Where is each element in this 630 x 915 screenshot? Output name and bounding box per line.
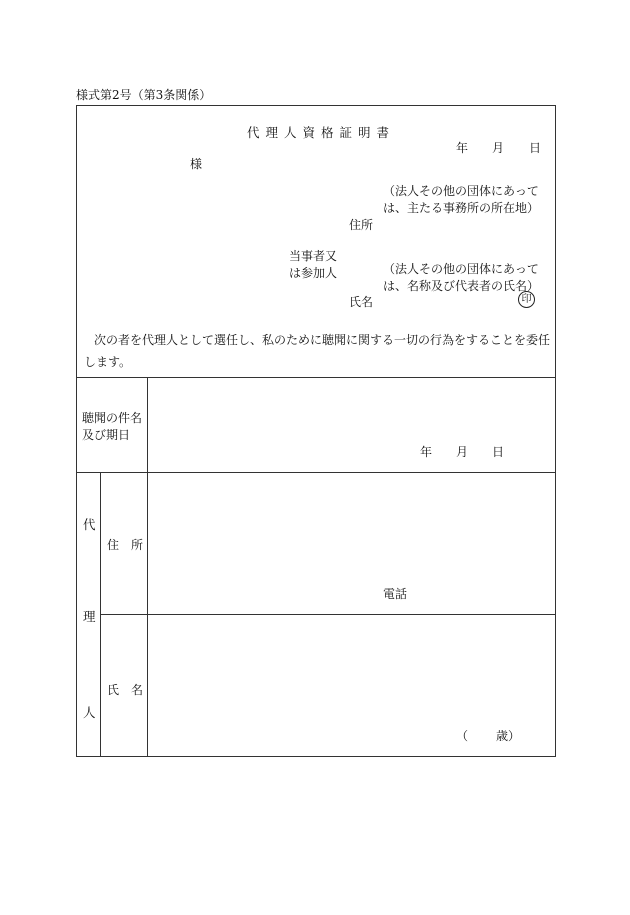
hearing-label-line-1: 聴聞の件名 <box>82 411 143 425</box>
agent-name-label: 氏 名 <box>107 683 144 697</box>
agent-phone-label: 電話 <box>383 587 408 601</box>
agent-address-label: 住 所 <box>107 538 144 552</box>
hearing-year: 年 <box>420 445 433 459</box>
divider-agent <box>100 614 556 615</box>
applicant-address-label: 住所 <box>349 218 374 232</box>
name-note-line-1: （法人その他の団体にあって <box>383 262 539 276</box>
date-month: 月 <box>492 141 505 155</box>
hearing-label-line-2: 及び期日 <box>82 428 131 442</box>
agent-side-char-2: 理 <box>83 609 96 624</box>
date-year: 年 <box>456 141 469 155</box>
party-label-line-2: は参加人 <box>289 266 338 280</box>
applicant-name-label: 氏名 <box>349 295 374 309</box>
address-note-line-2: は、主たる事務所の所在地） <box>383 201 540 215</box>
agent-side-divider <box>100 472 101 757</box>
agent-side-char-3: 人 <box>83 705 96 720</box>
divider-hearing <box>76 472 556 473</box>
seal-icon: 印 <box>518 291 535 308</box>
hearing-day: 日 <box>492 445 505 459</box>
address-note-line-1: （法人その他の団体にあって <box>383 184 539 198</box>
agent-age-label: 歳） <box>496 729 521 743</box>
agent-age-open: （ <box>456 729 469 743</box>
name-note-line-2: は、名称及び代表者の氏名） <box>383 279 540 293</box>
label-column-divider <box>147 377 148 757</box>
agent-side-char-1: 代 <box>83 517 96 532</box>
divider-applicant <box>76 377 556 378</box>
delegation-text-line-1: 次の者を代理人として選任し、私のために聴聞に関する一切の行為をすることを委任 <box>94 333 551 347</box>
document-title: 代理人資格証明書 <box>247 125 396 140</box>
form-label: 様式第2号（第3条関係） <box>76 88 212 102</box>
date-day: 日 <box>529 141 542 155</box>
party-label-line-1: 当事者又 <box>289 249 338 263</box>
hearing-month: 月 <box>456 445 469 459</box>
delegation-text-line-2: します。 <box>84 355 132 369</box>
addressee-suffix: 様 <box>190 157 203 171</box>
